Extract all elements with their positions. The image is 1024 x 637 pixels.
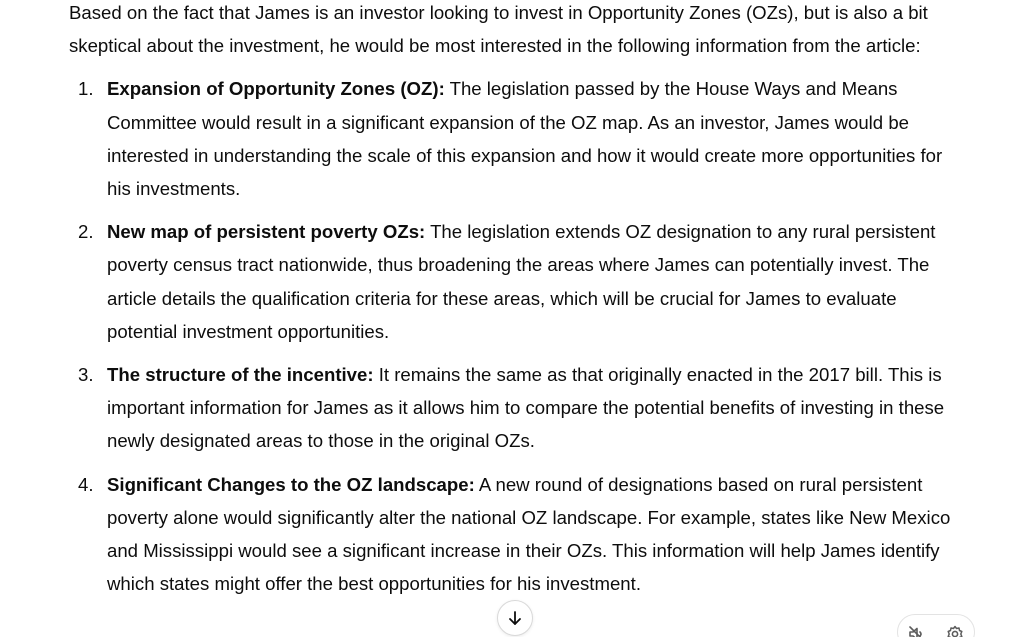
list-item-number: 1. xyxy=(78,78,94,100)
list-item-title: Significant Changes to the OZ landscape: xyxy=(107,473,475,495)
assistant-message xyxy=(69,0,959,610)
list-item-title: New map of persistent poverty OZs: xyxy=(107,221,426,243)
list-item-number: 2. xyxy=(78,221,94,243)
list-item xyxy=(69,358,959,458)
settings-gear-icon xyxy=(945,624,965,637)
list-item-text: The legislation passed by the House Ways and Means Committee would result in a significant expansion of the OZ map. As an investor, James would be interested in understanding the scale of this expansion and how it would create more opportunities for his investments. xyxy=(107,78,943,200)
info-list xyxy=(69,72,959,600)
list-item xyxy=(69,215,959,348)
speaker-muted-icon xyxy=(907,624,927,637)
settings-button[interactable] xyxy=(944,623,966,637)
scroll-to-bottom-button[interactable] xyxy=(497,600,533,636)
list-item xyxy=(69,72,959,205)
read-aloud-button[interactable] xyxy=(906,623,928,637)
arrow-down-icon xyxy=(506,609,524,627)
list-item-number: 3. xyxy=(78,364,94,386)
list-item-text: It remains the same as that originally enacted in the 2017 bill. This is important information for James as it allows him to compare the potential benefits of investing in these newly designated areas to those in the original OZs. xyxy=(107,364,945,452)
list-item-text: A new round of designations based on rural persistent poverty alone would significantly alter the national OZ landscape. For example, states like New Mexico and Mississippi would see a significant increase in their OZs. This information will help James identify which states might offer the best opportunities for his investment. xyxy=(107,473,951,595)
list-item-number: 4. xyxy=(78,473,94,495)
list-item-title: The structure of the incentive: xyxy=(107,364,374,386)
list-item xyxy=(69,468,959,601)
list-item-title: Expansion of Opportunity Zones (OZ): xyxy=(107,78,445,100)
list-item-text: The legislation extends OZ designation to any rural persistent poverty census tract nationwide, thus broadening the areas where James can potentially invest. The article details the qualification criteria for these areas, which will be crucial for James to evaluate potential investment opportunities. xyxy=(107,221,936,342)
message-action-bar xyxy=(897,614,975,637)
message-intro: Based on the fact that James is an investor looking to invest in Opportunity Zones (OZs), but is also a bit skeptical about the investment, he would be most interested in the following information from the article: xyxy=(69,2,928,57)
